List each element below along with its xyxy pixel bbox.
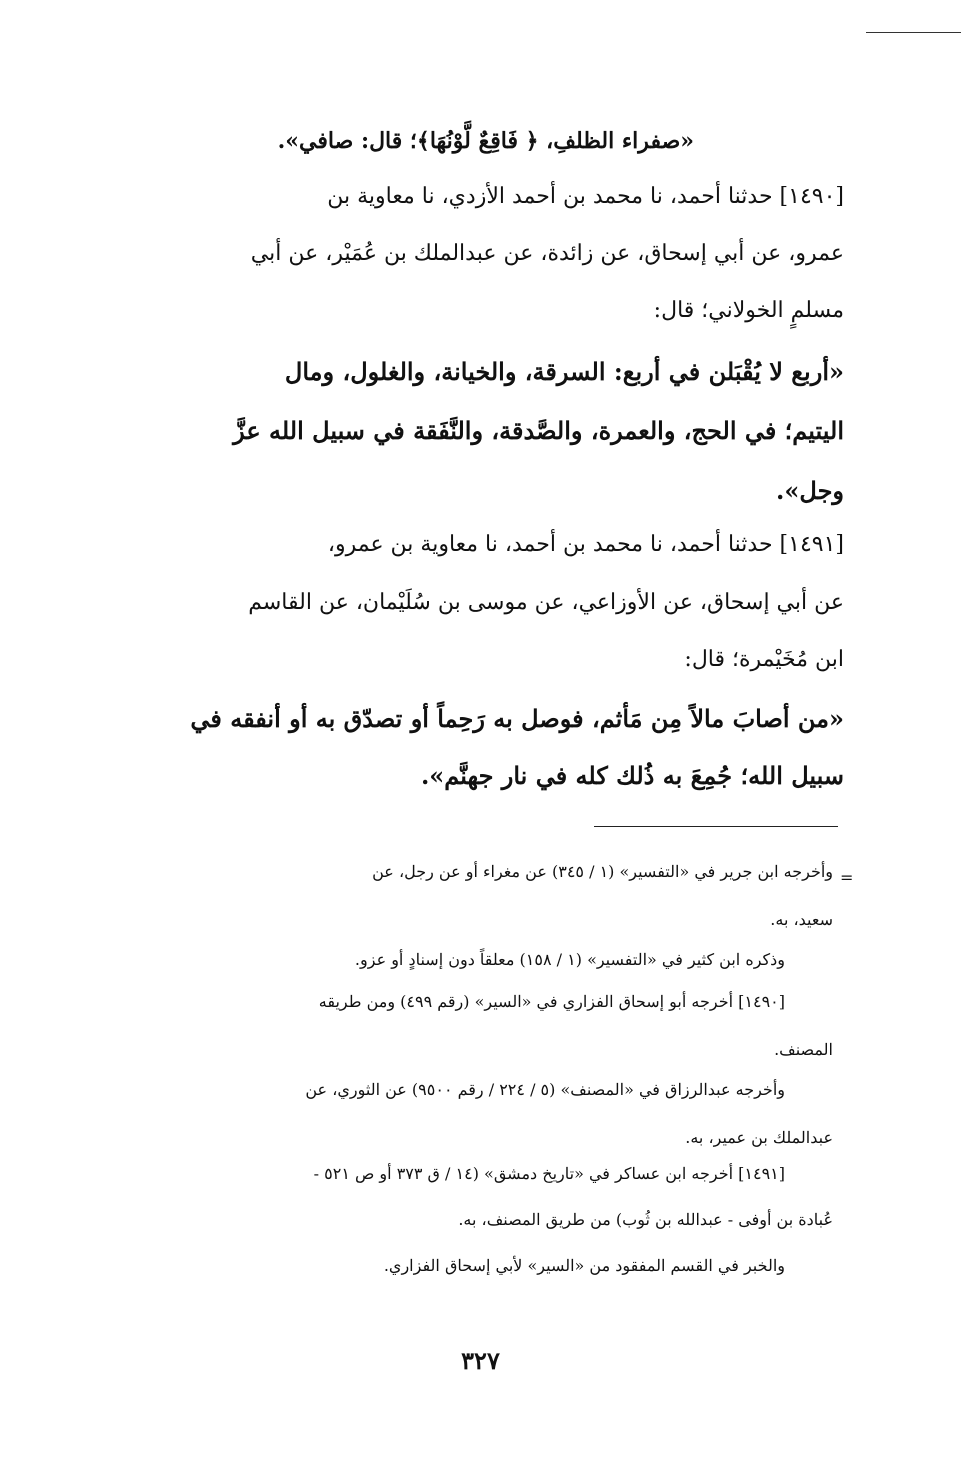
- page-number: ٣٢٧: [461, 1346, 500, 1375]
- hadith-line-2: اليتيم؛ في الحج، والعمرة، والصَّدقة، والنَّفَقة في سبيل الله عزَّ: [233, 416, 844, 445]
- footnote-line-6: وأخرجه عبدالرزاق في «المصنف» (٥ / ٢٢٤ / رقم ٩٥٠٠) عن الثوري، عن: [305, 1080, 785, 1099]
- body-line-2: [١٤٩٠] حدثنا أحمد، نا محمد بن أحمد الأزدي، نا معاوية بن: [327, 184, 844, 209]
- top-rule: [866, 32, 961, 33]
- continuation-mark: =: [840, 868, 854, 887]
- hadith-line-4: «من أصابَ مالاً مِن مَأثم، فوصل به رَحِماً أو تصدّق به أو أنفقه في: [190, 704, 844, 733]
- body-line-3: عمرو، عن أبي إسحاق، عن زائدة، عن عبدالملك بن عُمَيْر، عن أبي: [250, 241, 844, 266]
- body-line-4: مسلمٍ الخولاني؛ قال:: [653, 298, 844, 323]
- footnote-line-5: المصنف.: [774, 1040, 833, 1059]
- footnote-line-1: وأخرجه ابن جرير في «التفسير» (١ / ٣٤٥) عن مغراء أو عن رجل، عن: [372, 862, 833, 881]
- footnote-line-9: عُبادة بن أوفى - عبدالله بن ثُوب) من طريق المصنف، به.: [458, 1210, 833, 1229]
- body-line-1: «صفراء الظلفِ، ﴿ فَاقِعٌ لَّوْنُهَا﴾؛ قال: صافي».: [277, 128, 694, 154]
- footnote-line-7: عبدالملك بن عمير، به.: [685, 1128, 833, 1147]
- hadith-line-5: سبيل الله؛ جُمِعَ به ذُلك كله في نار جهنَّم».: [420, 761, 844, 790]
- footnote-line-2: سعيد، به.: [770, 910, 833, 929]
- hadith-line-3: وجل».: [776, 476, 844, 505]
- footnote-line-3: وذكره ابن كثير في «التفسير» (١ / ١٥٨) معلقاً دون إسنادٍ أو عزو.: [354, 950, 785, 969]
- body-line-10: ابن مُخَيْمرة؛ قال:: [684, 647, 844, 672]
- body-line-9: عن أبي إسحاق، عن الأوزاعي، عن موسى بن سُلَيْمان، عن القاسم: [248, 590, 844, 615]
- footnote-separator: [594, 826, 838, 827]
- hadith-line-1: «أربع لا يُقْبَلن في أربع: السرقة، والخيانة، والغلول، ومال: [284, 357, 844, 386]
- footnote-line-8: [١٤٩١] أخرجه ابن عساكر في «تاريخ دمشق» (١٤ / ق ٣٧٣ أو ص ٥٢١ -: [313, 1164, 785, 1183]
- footnote-line-10: والخبر في القسم المفقود من «السير» لأبي إسحاق الفزاري.: [383, 1256, 785, 1275]
- footnote-line-4: [١٤٩٠] أخرجه أبو إسحاق الفزاري في «السير» (رقم ٤٩٩) ومن طريقه: [318, 992, 785, 1011]
- body-line-8: [١٤٩١] حدثنا أحمد، نا محمد بن أحمد، نا معاوية بن عمرو،: [327, 532, 844, 557]
